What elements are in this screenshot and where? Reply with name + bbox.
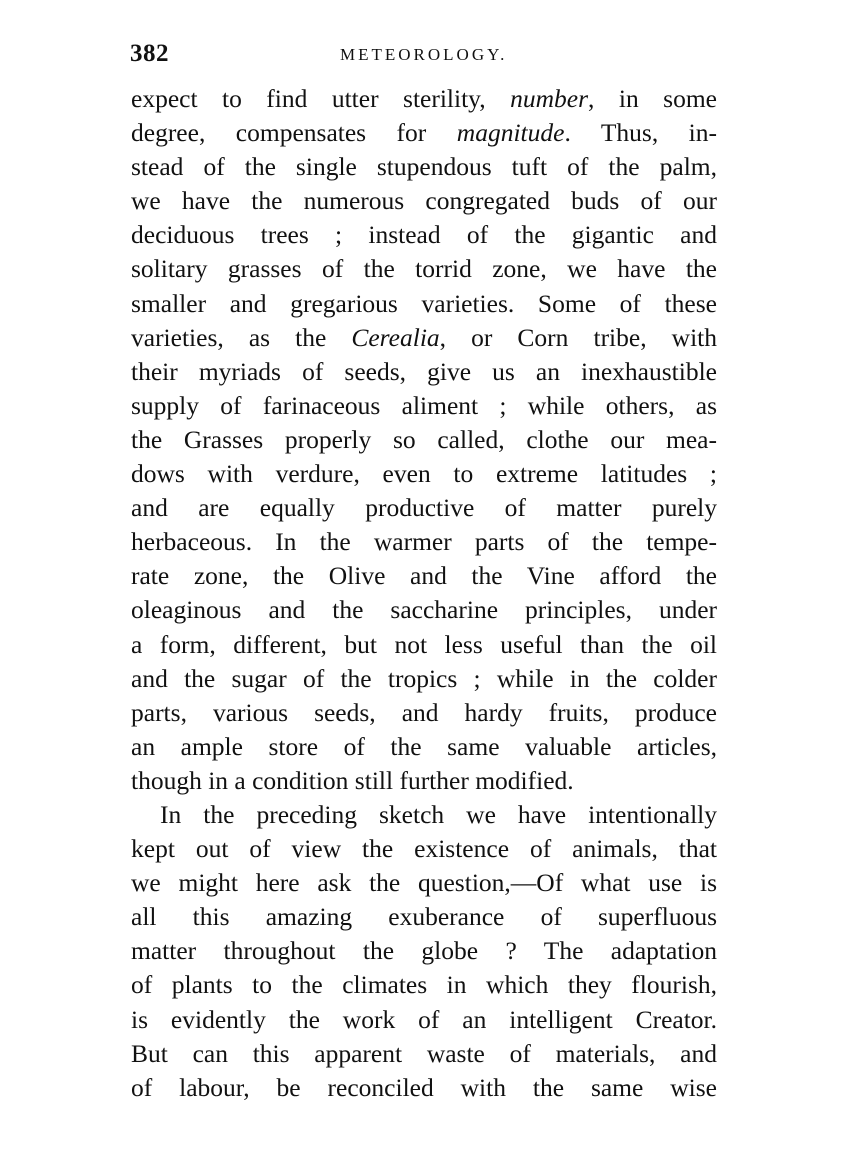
- text-line: [131, 150, 717, 184]
- text-line: [131, 832, 717, 866]
- text-line-segment: . Thus, in-: [564, 118, 718, 148]
- text-line-segment: dows with verdure, even to extreme latitudes ;: [131, 459, 717, 489]
- text-line: [131, 82, 717, 116]
- page-header: [130, 40, 718, 74]
- text-line: [131, 593, 717, 627]
- text-line-segment: though in a condition still further modified.: [131, 765, 574, 795]
- text-line-segment: , in some: [588, 84, 717, 113]
- text-line-segment: deciduous trees ; instead of the gigantic and: [131, 220, 717, 250]
- text-line-segment: supply of farinaceous aliment ; while others, as: [131, 390, 717, 420]
- text-line: [131, 287, 717, 321]
- text-line: [131, 662, 717, 696]
- text-line: [131, 457, 717, 491]
- text-line-segment: all this amazing exuberance of superfluous: [131, 902, 717, 932]
- text-line-segment: we have the numerous congregated buds of our: [131, 186, 717, 216]
- text-line-segment: an ample store of the same valuable articles,: [131, 731, 717, 761]
- text-line-segment: rate zone, the Olive and the Vine afford the: [131, 561, 717, 591]
- text-line-segment: expect to find utter sterility,: [131, 84, 511, 113]
- text-line-segment: herbaceous. In the warmer parts of the tempe-: [131, 527, 717, 557]
- text-line: [131, 423, 717, 457]
- text-line: [131, 696, 717, 730]
- text-line-segment: smaller and gregarious varieties. Some of these: [131, 288, 717, 318]
- text-line: [131, 252, 717, 286]
- text-line-segment: oleaginous and the saccharine principles, under: [131, 595, 717, 625]
- text-line-segment: stead of the single stupendous tuft of the palm,: [131, 152, 717, 182]
- text-line: [131, 968, 717, 1002]
- text-line: [131, 321, 717, 355]
- text-line: [131, 798, 717, 832]
- text-line: [131, 491, 717, 525]
- text-line: [131, 1037, 717, 1071]
- text-line: [131, 866, 717, 900]
- text-line: [131, 389, 717, 423]
- text-line-segment: and the sugar of the tropics ; while in the colder: [131, 663, 717, 693]
- text-line: [131, 355, 717, 389]
- text-line-segment: parts, various seeds, and hardy fruits, produce: [131, 697, 717, 727]
- text-line-segment: of plants to the climates in which they flourish,: [131, 970, 717, 1000]
- text-line: [131, 934, 717, 968]
- text-line: [131, 730, 717, 764]
- italic-term: magnitude: [456, 118, 565, 148]
- text-line: [131, 1003, 717, 1037]
- text-line: [131, 116, 717, 150]
- text-line-segment: of labour, be reconciled with the same wise: [131, 1072, 717, 1102]
- page-number: 382: [130, 40, 169, 67]
- text-line-segment: But can this apparent waste of materials, and: [131, 1038, 717, 1068]
- text-line: [131, 628, 717, 662]
- text-line-segment: the Grasses properly so called, clothe our mea-: [131, 424, 717, 454]
- running-head: METEOROLOGY.: [340, 45, 508, 64]
- text-line-segment: their myriads of seeds, give us an inexhaustible: [131, 356, 717, 386]
- text-line-segment: , or Corn tribe, with: [439, 322, 717, 352]
- text-line: [131, 525, 717, 559]
- text-line: [131, 559, 717, 593]
- text-line-segment: and are equally productive of matter purely: [131, 493, 717, 523]
- text-line-segment: degree, compensates for: [131, 118, 457, 148]
- italic-term: number: [510, 84, 589, 113]
- text-line-segment: a form, different, but not less useful than the oil: [131, 629, 717, 659]
- text-line-segment: varieties, as the: [131, 322, 352, 352]
- text-line-segment: is evidently the work of an intelligent Creator.: [131, 1004, 717, 1034]
- text-line-segment: matter throughout the globe ? The adaptation: [131, 936, 717, 966]
- text-line: [131, 764, 717, 798]
- text-line-segment: we might here ask the question,—Of what use is: [131, 868, 717, 898]
- body-text: [131, 82, 717, 1105]
- text-line: [131, 218, 717, 252]
- text-line: [131, 1071, 717, 1105]
- text-line-segment: In the preceding sketch we have intentionally: [160, 799, 717, 829]
- text-line-segment: kept out of view the existence of animals, that: [131, 834, 717, 864]
- text-line-segment: solitary grasses of the torrid zone, we have the: [131, 254, 717, 284]
- text-line: [131, 184, 717, 218]
- italic-term: Cerealia: [351, 322, 440, 352]
- text-line: [131, 900, 717, 934]
